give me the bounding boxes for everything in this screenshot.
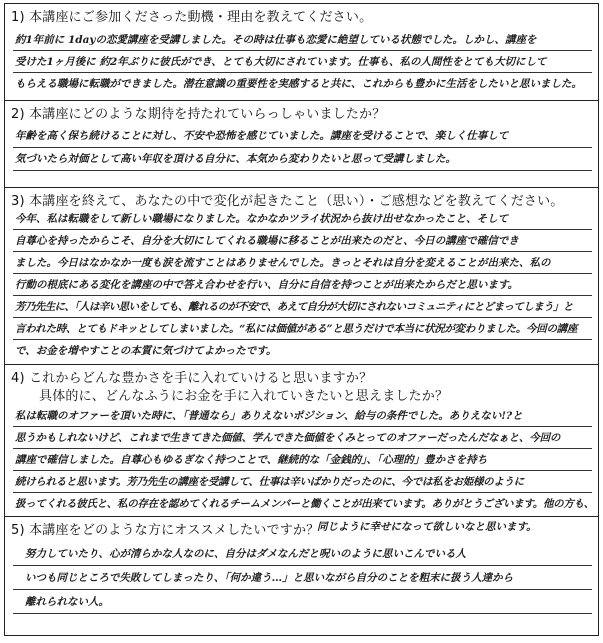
answer-3-line-7: で、お金を増やすことの本質に気づけてよかったです。 xyxy=(15,345,277,357)
answer-4-line-5: 扱ってくれる彼氏と、私の存在を認めてくれるチームメンバーと働くことが出来ています。ありがとうございます。他の方も、 xyxy=(15,498,594,510)
answer-4-line-4: 続けられると思います。芳乃先生の講座を受講して、仕事は辛いばかりだったのに、今では私をお姫様のように xyxy=(15,476,524,488)
ruled-line xyxy=(13,317,592,318)
question-4-sub: 具体的に、どんなふうにお金を手に入れていきたいと思えましたか？ xyxy=(39,389,449,404)
answer-1-line-2: 受けた1ヶ月後に 約2年ぶりに彼氏ができ、とても大切にされています。仕事も、私の人間性をとても大切にして xyxy=(15,56,547,68)
answer-3-line-4: 行動の根底にある変化を講座の中で答え合わせを行い、自分に自信を持つことが出来たからだと思います。 xyxy=(15,279,519,291)
answer-4-line-1: 私は転職のオファーを頂いた時に、「普通なら」ありえないポジション、給与の条件でした。ありえない!?と xyxy=(15,410,523,422)
answer-4-line-2: 思うかもしれないけど、これまで生きてきた価値、学んできた価値をくみとってのオファーだったんだなぁと、今回の xyxy=(15,432,561,444)
ruled-line xyxy=(13,613,592,614)
answer-2-line-2: 気づいたら対価として高い年収を頂ける自分に、本気から変わりたいと思って受講しました。 xyxy=(15,153,456,165)
question-2: 2) 本講座にどのような期待を持たれていらっしゃいましたか？ xyxy=(11,107,386,122)
answer-3-line-2: 自尊心を持ったからこそ、自分を大切にしてくれる職場に移ることが出来たのだと、今日の講座で確信でき xyxy=(15,235,519,247)
question-4: 4) これからどんな豊かさを手に入れていけると思いますか？ xyxy=(11,371,373,386)
answer-4-continuation: 同じように幸せになって欲しいなと思います。 xyxy=(317,521,537,533)
question-5: 5) 本講座をどのような方にオススメしたいですか？ xyxy=(11,523,320,538)
section-2-expectation xyxy=(5,101,598,188)
ruled-line xyxy=(13,565,592,566)
ruled-line xyxy=(13,470,592,471)
ruled-line xyxy=(13,72,592,73)
answer-5-line-3: 離れられない人。 xyxy=(25,596,109,608)
answer-5-line-2: いつも同じところで失敗してしまったり、「何か違う…」と思いながら自分のことを粗末に扱う人達から xyxy=(25,572,514,584)
answer-3-line-5: 芳乃先生に、「人は辛い思いをしても、離れるのが不安で、あえて自分が大切にされないコミュニティにとどまってしまう」と xyxy=(15,301,573,313)
question-1: 1) 本講座にご参加くださった動機・理由を教えてください。 xyxy=(11,10,373,25)
survey-form xyxy=(4,3,599,636)
section-3-changes xyxy=(5,188,598,365)
question-3: 3) 本講座を終えて、あなたの中で変化が起きたこと（思い）・ご感想などを教えてください。 xyxy=(11,194,564,209)
answer-3-line-1: 今年、私は転職をして新しい職場になりました。なかなかツライ状況から抜け出せなかったこと、そして xyxy=(15,213,509,225)
answer-3-line-3: ました。今日はなかなか一度も涙を流すことはありませんでした。きっとそれは自分を変えることが出来た、私の xyxy=(15,257,551,269)
ruled-line xyxy=(13,229,592,230)
answer-5-line-1: 努力していたり、心が清らかな人なのに、自分はダメなんだと呪いのように思いこんでいる人 xyxy=(25,548,466,560)
ruled-line xyxy=(13,50,592,51)
ruled-line xyxy=(13,295,592,296)
ruled-line xyxy=(13,170,592,171)
ruled-line xyxy=(13,147,592,148)
answer-3-line-6: 言われた時、とてもドキッとしてしまいました。“私には価値がある”と思うだけで本当に状況が変わりました。今回の講座 xyxy=(15,323,578,335)
answer-4-line-3: 講座で確信しました。自尊心もゆるぎなく持つことで、継続的な「金銭的」、「心理的」豊かさを持ち xyxy=(15,454,488,466)
ruled-line xyxy=(13,251,592,252)
answer-1-line-3: もらえる職場に転職ができました。潜在意識の重要性を実感すると共に、これからも豊かに生活をしたいと思いました。 xyxy=(15,78,582,90)
ruled-line xyxy=(13,426,592,427)
answer-1-line-1: 約1年前に 1dayの恋愛講座を受講しました。その時は仕事も恋愛に絶望している状態でした。しかし、講座を xyxy=(15,34,537,46)
section-5-recommend xyxy=(5,517,598,635)
section-1-motivation xyxy=(5,4,598,101)
ruled-line xyxy=(13,273,592,274)
ruled-line xyxy=(13,448,592,449)
ruled-line xyxy=(13,589,592,590)
section-4-abundance xyxy=(5,365,598,517)
answer-2-line-1: 年齢を高く保ち続けることに対し、不安や恐怖を感じていました。講座を受けることで、楽しく仕事して xyxy=(15,130,509,142)
ruled-line xyxy=(13,492,592,493)
ruled-line xyxy=(13,339,592,340)
